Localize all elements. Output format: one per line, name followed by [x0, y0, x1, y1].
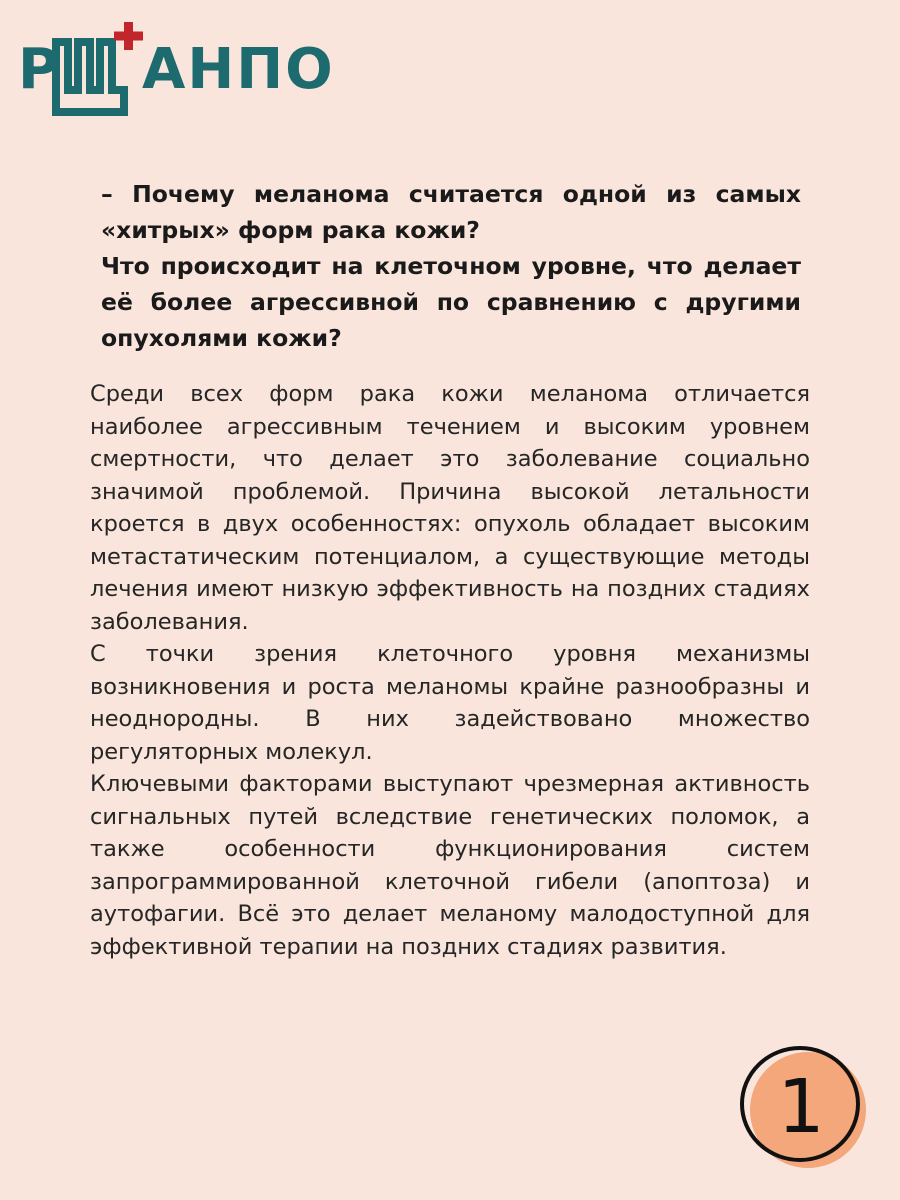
page-number-badge — [738, 1042, 868, 1172]
answer-paragraph: Среди всех форм рака кожи меланома отличается наиболее агрессивным течением и высоким уровнем смертности, что делает это заболевание социально значимой проблемой. Причина высокой летальности кроется в двух особенностях: опухоль обладает высоким метастатическим потенциалом, а существующие методы лечения имеют низкую эффективность на поздних стадиях заболевания. — [90, 381, 810, 635]
answer-body — [90, 378, 810, 963]
question-line: – Почему меланома считается одной из самых «хитрых» форм рака кожи? — [101, 180, 801, 244]
question-heading — [101, 176, 801, 356]
answer-paragraph: Ключевыми факторами выступают чрезмерная активность сигнальных путей вследствие генетических поломок, а также особенности функционирования систем запрограммированной клеточной гибели (апоптоза) и аутофагии. Всё это делает меланому малодоступной для эффективной терапии на поздних стадиях развития. — [90, 771, 810, 960]
logo-letter-r: Р — [18, 37, 60, 102]
question-line: Что происходит на клеточном уровне, что делает её более агрессивной по сравнению с другими опухолями кожи? — [101, 252, 801, 352]
logo-cross-icon — [114, 22, 143, 50]
rmanpo-logo — [18, 20, 335, 120]
logo-pulse-mark — [56, 42, 124, 112]
logo-letters: АНПО — [142, 37, 335, 102]
answer-paragraph: С точки зрения клеточного уровня механизмы возникновения и роста меланомы крайне разнообразны и неоднородны. В них задействовано множество регуляторных молекул. — [90, 641, 810, 765]
page-number: 1 — [777, 1064, 825, 1150]
